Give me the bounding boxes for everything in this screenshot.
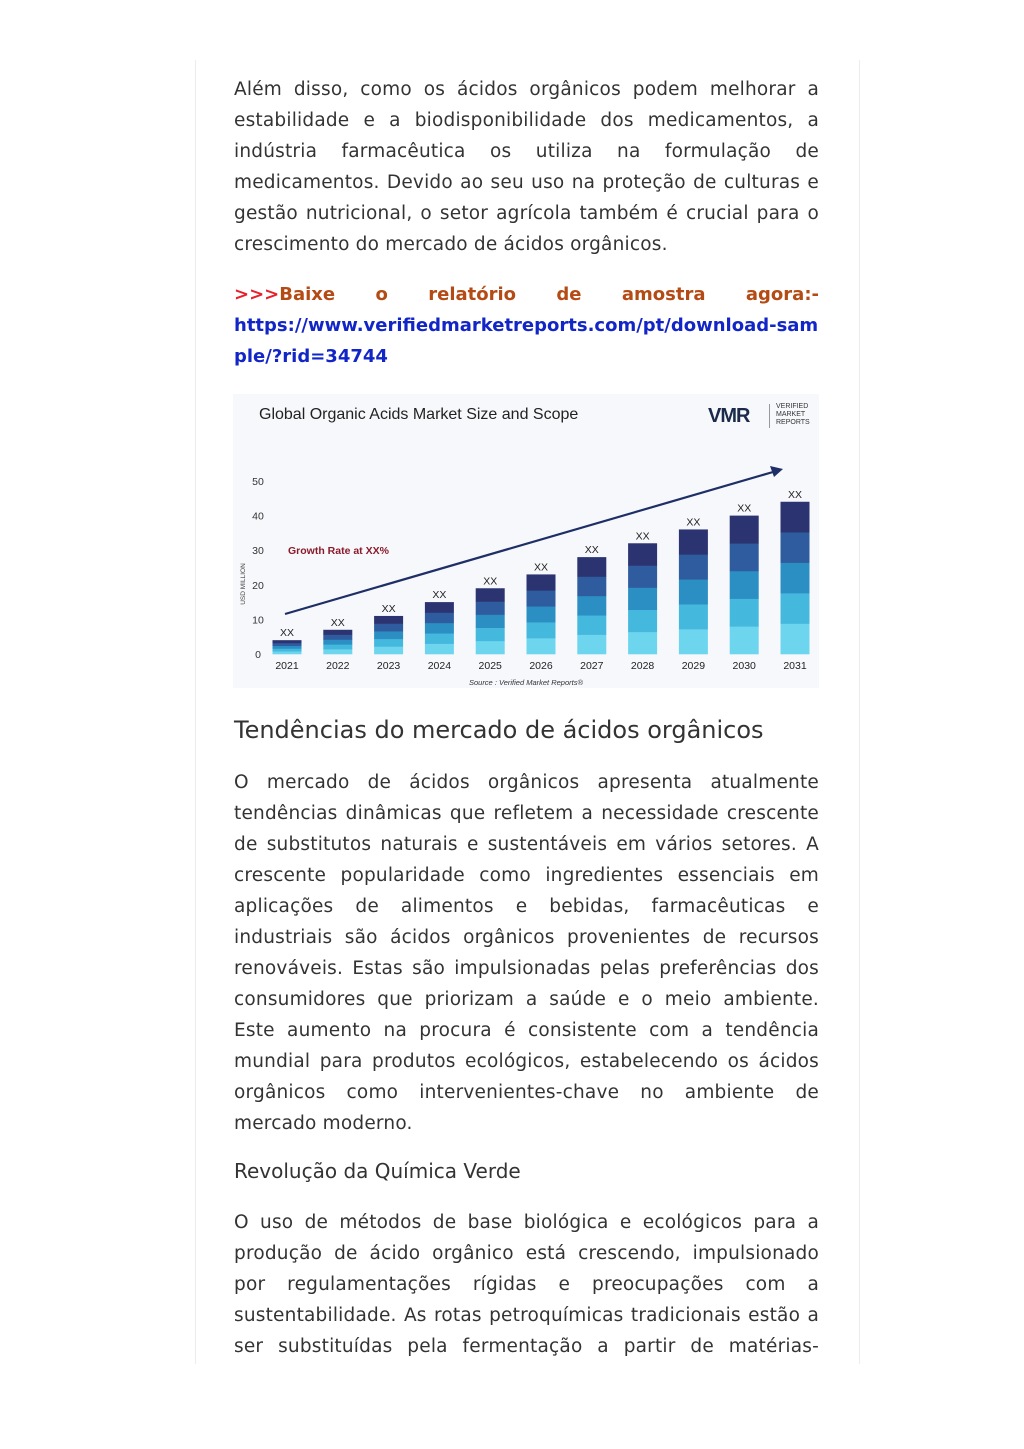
bar-segment <box>577 615 606 635</box>
bar-segment <box>476 641 505 654</box>
bar-segment <box>577 596 606 616</box>
bar-segment <box>425 633 454 644</box>
bar-segment <box>577 576 606 596</box>
x-tick-label: 2022 <box>326 660 350 672</box>
bar-segment <box>628 543 657 565</box>
bar-segment <box>374 624 403 632</box>
x-tick-label: 2028 <box>630 660 655 672</box>
bar-segment <box>679 554 708 579</box>
y-tick-label: 10 <box>252 614 264 627</box>
data-label: XX <box>330 616 345 629</box>
data-label: XX <box>533 561 549 574</box>
x-tick-label: 2026 <box>529 660 553 672</box>
intro-paragraph: Além disso, como os ácidos orgânicos podem melhorar a estabilidade e a biodisponibilidade dos medicamentos, a indústria farmacêutica os utiliza na formulação de medicamentos. Devido ao seu uso na proteção de culturas e gestão nutricional, o setor agrícola também é crucial para o crescimento do mercado de ácidos orgânicos. <box>234 79 819 255</box>
bar-segment <box>679 529 708 554</box>
bar-segment <box>425 623 454 634</box>
bar-segment <box>273 648 302 651</box>
data-label: XX <box>635 530 650 543</box>
bar-segment <box>374 646 403 654</box>
logo-text-line: MARKET <box>776 411 806 418</box>
chart-title: Global Organic Acids Market Size and Scope <box>259 406 579 423</box>
bar-segment <box>374 631 403 639</box>
bar-segment <box>476 588 505 601</box>
logo-text-line: REPORTS <box>776 419 810 426</box>
bar-segment <box>628 565 657 587</box>
green-chemistry-paragraph: O uso de métodos de base biológica e ecológicos para a produção de ácido orgânico está crescendo, impulsionado por regulamentações rígidas e preocupações com a sustentabilidade. As rotas petroquímicas tradicionais estão a ser substituídas pela fermentação a partir de matérias- <box>234 1212 819 1357</box>
y-tick-label: 0 <box>255 649 261 661</box>
vmr-logo-mark: VMR <box>708 405 750 427</box>
bar-segment <box>323 630 352 635</box>
x-tick-label: 2029 <box>681 660 706 672</box>
bar-segment <box>425 602 454 613</box>
bar-segment <box>679 579 708 604</box>
bar-segment <box>425 612 454 623</box>
logo-text-line: VERIFIED <box>776 403 809 410</box>
bar-segment <box>679 629 708 654</box>
bar-segment <box>476 628 505 641</box>
bar-segment <box>781 624 810 655</box>
data-label: XX <box>737 502 752 515</box>
bar-segment <box>730 571 759 599</box>
bar-segment <box>273 643 302 646</box>
bar-segment <box>527 638 556 654</box>
market-size-chart <box>233 394 819 688</box>
y-tick-label: 40 <box>252 510 264 523</box>
x-tick-label: 2025 <box>478 660 502 672</box>
bar-segment <box>781 563 810 594</box>
x-tick-label: 2031 <box>783 660 807 672</box>
bar-segment <box>425 644 454 655</box>
y-tick-label: 50 <box>252 476 264 488</box>
bar-segment <box>527 622 556 638</box>
cta-arrows: >>> <box>234 284 280 305</box>
x-tick-label: 2021 <box>275 660 299 672</box>
bar-segment <box>374 639 403 647</box>
data-label: XX <box>584 544 599 557</box>
y-axis-label: USD MILLION <box>240 563 247 605</box>
bar-segment <box>527 590 556 606</box>
y-tick-label: 20 <box>252 579 264 592</box>
y-tick-label: 30 <box>252 545 264 558</box>
bar-segment <box>273 646 302 649</box>
bar-segment <box>273 651 302 654</box>
trends-paragraph: O mercado de ácidos orgânicos apresenta atualmente tendências dinâmicas que refletem a necessidade crescente de substitutos naturais e sustentáveis em vários setores. A crescente popularidade como ingredientes essenciais em aplicações de alimentos e bebidas, farmacêuticas e industriais são ácidos orgânicos provenientes de recursos renováveis. Estas são impulsionadas pelas preferências dos consumidores que priorizam a saúde e o meio ambiente. Este aumento na procura é consistente com a tendência mundial para produtos ecológicos, estabelecendo os ácidos orgânicos como intervenientes-chave no ambiente de mercado moderno. <box>234 772 819 1134</box>
bar-segment <box>628 632 657 654</box>
sample-download-link[interactable]: https://www.verifiedmarketreports.com/pt/download-sample/?rid=34744 <box>234 315 819 367</box>
data-label: XX <box>686 516 701 529</box>
cta-text: Baixe o relatório de amostra agora:- <box>279 284 819 305</box>
data-label: XX <box>279 627 295 640</box>
download-cta <box>234 279 819 310</box>
data-label: XX <box>483 575 498 588</box>
bar-segment <box>577 557 606 577</box>
download-link-line <box>234 310 819 372</box>
bar-segment <box>679 604 708 629</box>
bar-segment <box>476 615 505 628</box>
data-label: XX <box>381 602 396 615</box>
x-tick-label: 2027 <box>580 660 604 672</box>
bar-segment <box>781 502 810 533</box>
bar-segment <box>527 606 556 622</box>
growth-rate-label: Growth Rate at XX% <box>288 545 389 557</box>
chart-source: Source : Verified Market Reports® <box>468 678 584 687</box>
subsection-heading: Revolução da Química Verde <box>234 1159 521 1183</box>
bar-segment <box>781 593 810 624</box>
bar-segment <box>730 516 759 544</box>
bar-segment <box>577 635 606 655</box>
data-label: XX <box>787 488 803 501</box>
x-tick-label: 2024 <box>427 660 452 672</box>
x-tick-label: 2030 <box>732 660 756 672</box>
bar-segment <box>273 640 302 643</box>
x-tick-label: 2023 <box>376 660 401 672</box>
bar-segment <box>323 639 352 644</box>
bar-segment <box>781 532 810 563</box>
bar-segment <box>527 574 556 590</box>
bar-segment <box>323 644 352 649</box>
section-heading: Tendências do mercado de ácidos orgânicos <box>234 716 764 744</box>
bar-segment <box>323 649 352 654</box>
bar-segment <box>628 610 657 632</box>
bar-segment <box>323 635 352 640</box>
bar-segment <box>476 601 505 614</box>
data-label: XX <box>432 589 447 602</box>
bar-segment <box>628 588 657 610</box>
bar-segment <box>730 599 759 627</box>
bar-segment <box>374 616 403 624</box>
bar-segment <box>730 626 759 654</box>
chart-plot <box>233 394 819 688</box>
bar-segment <box>730 543 759 571</box>
